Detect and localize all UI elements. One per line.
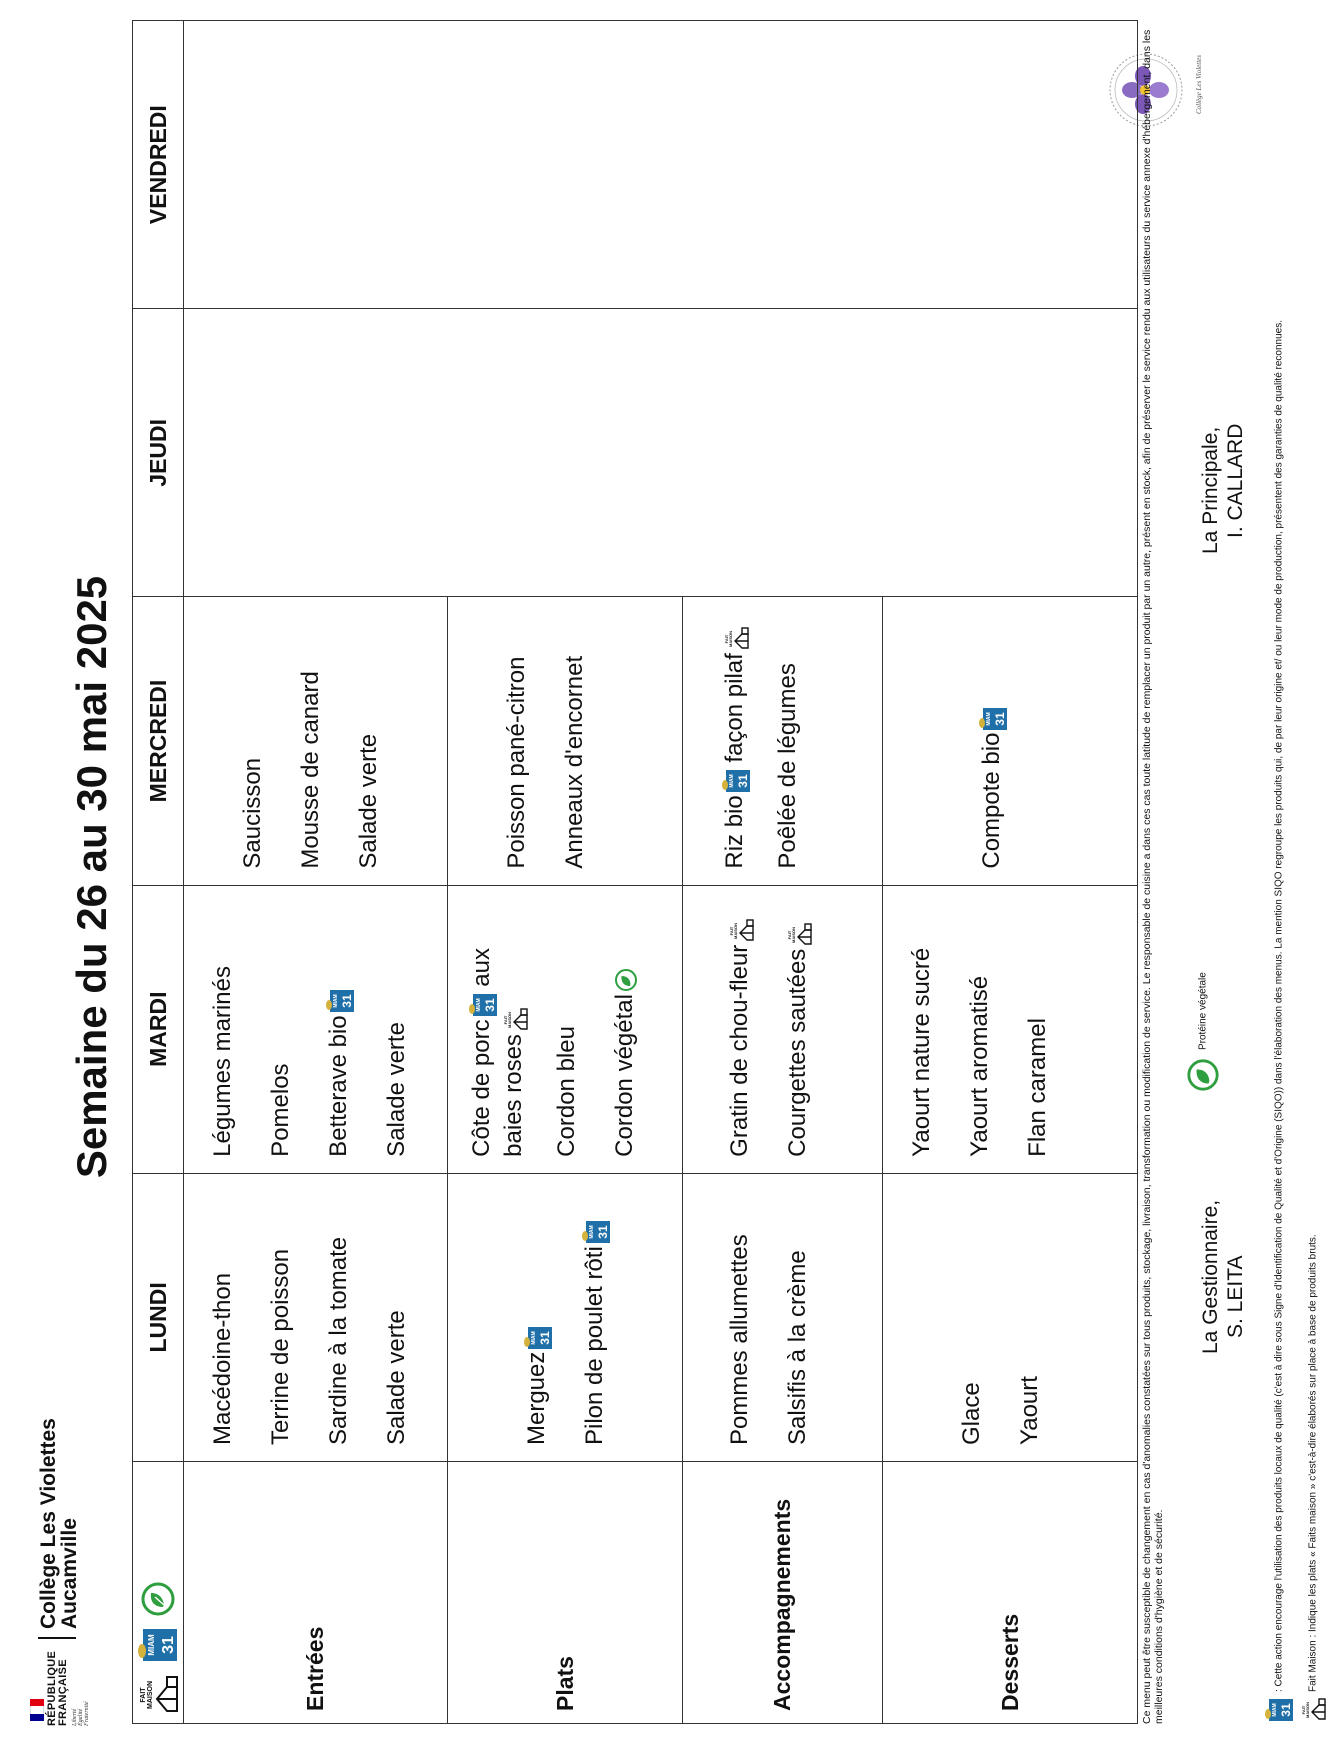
fait-maison-text-1: FAIT <box>140 1687 147 1703</box>
svg-text:MIAM: MIAM <box>332 994 339 1009</box>
menu-item <box>711 1188 769 1445</box>
page-title: Semaine du 26 au 30 mai 2025 <box>68 575 115 1179</box>
menu-item <box>310 900 368 1157</box>
svg-text:MIAM: MIAM <box>985 711 992 726</box>
cell-accompagnements-mardi <box>683 885 883 1173</box>
miam31-badge-icon <box>468 993 498 1017</box>
menu-item-text: Terrine de poisson <box>267 1248 294 1445</box>
menu-item-text: Salsifis à la crème <box>784 1250 811 1445</box>
cell-plats-lundi <box>448 1173 683 1461</box>
svg-text:MAISON: MAISON <box>1305 1702 1310 1718</box>
miam31-badge-icon <box>721 769 751 793</box>
menu-item-text: Cordon bleu <box>553 1026 580 1157</box>
disclaimer-text: Ce menu peut être susceptible de changement en cas d'anomalies constatées sur tous produits, stockage, livraison, transformation ou modification de service. Le responsable de cuisine a dans ces cas toute latitude de remplacer un produit par un autre, présent en stock, afin de préserver le service rendu aux utilisateurs du service annexe d'hébergement, dans les meilleures conditions d'hygiène et de sécurité. <box>1141 29 1165 1724</box>
menu-item <box>508 1188 566 1445</box>
menu-item-text: Légumes marinés <box>209 966 236 1157</box>
menu-item-text: Poêlée de légumes <box>774 663 801 869</box>
miam31-badge-icon <box>581 1220 611 1244</box>
menu-item-text: Yaourt aromatisé <box>966 975 993 1157</box>
menu-item-text: Riz bio <box>721 795 748 869</box>
menu-item-text: Macédoine-thon <box>209 1272 236 1445</box>
menu-item-text: Merguez <box>523 1351 550 1445</box>
svg-text:31: 31 <box>735 774 750 788</box>
miam31-badge-icon <box>325 989 355 1013</box>
vegetal-protein-badge-icon <box>1186 1058 1220 1092</box>
svg-text:31: 31 <box>482 998 497 1013</box>
category-label-accompagnements: Accompagnements <box>683 1462 883 1724</box>
row-entrees <box>184 21 448 1724</box>
menu-item-text: Pomelos <box>267 1063 294 1157</box>
miam31-legend-icon <box>137 1627 179 1663</box>
menu-item-text: Glace <box>958 1382 985 1445</box>
svg-text:MIAM: MIAM <box>530 1330 537 1345</box>
school-name: Collège Les Violettes <box>37 1418 60 1629</box>
menu-item <box>769 1188 827 1445</box>
svg-text:31: 31 <box>595 1225 610 1239</box>
day-header-mardi: MARDI <box>133 885 184 1173</box>
menu-item-text: Courgettes sautées <box>784 948 811 1157</box>
menu-item <box>596 900 654 1157</box>
svg-text:FAIT: FAIT <box>502 1015 508 1025</box>
footnote-vegetal-text: Protéine végétale <box>1197 972 1209 1050</box>
svg-text:31: 31 <box>537 1330 552 1345</box>
menu-item-text: Poisson pané-citron <box>503 656 530 869</box>
footnote-fait-maison-text: Fait Maison : Indique les plats « Faits maison » c'est-à-dire élaborés sur place à base de produits bruts. <box>1307 1234 1319 1692</box>
cell-plats-mardi <box>448 885 683 1173</box>
gestionnaire-title: La Gestionnaire, <box>1199 1199 1222 1354</box>
menu-item <box>368 1188 426 1445</box>
menu-item <box>224 611 282 868</box>
menu-item-text: Yaourt <box>1016 1376 1043 1445</box>
menu-item-text: Cordon végétal <box>611 994 638 1157</box>
svg-text:MAISON: MAISON <box>732 922 738 939</box>
menu-item-text-continued: aux baies roses <box>468 948 527 1157</box>
menu-item <box>711 900 769 1157</box>
day-header-vendredi: VENDREDI <box>133 21 184 309</box>
miam31-badge-icon <box>978 707 1008 731</box>
fait-maison-badge-icon <box>1300 1698 1326 1722</box>
menu-item <box>546 611 604 868</box>
menu-item <box>759 611 817 868</box>
footnote-fait-maison <box>1300 924 1326 1724</box>
cell-vendredi-empty <box>184 21 1138 309</box>
legend-cell <box>133 1462 184 1724</box>
menu-item <box>1001 1188 1059 1445</box>
menu-item <box>951 900 1009 1157</box>
cell-desserts-lundi <box>883 1173 1138 1461</box>
cell-accompagnements-lundi <box>683 1173 883 1461</box>
svg-text:MAISON: MAISON <box>727 631 733 648</box>
svg-text:31: 31 <box>1279 1703 1293 1717</box>
day-header-jeudi: JEUDI <box>133 309 184 597</box>
svg-text:MIAM: MIAM <box>1272 1703 1278 1717</box>
menu-item <box>488 611 546 868</box>
menu-item-text: Gratin de chou-fleur <box>726 944 753 1157</box>
category-label-entrees: Entrées <box>184 1462 448 1724</box>
menu-item <box>566 1188 624 1445</box>
vegetal-protein-badge-icon <box>614 968 638 992</box>
miam-legend-number: 31 <box>160 1636 177 1654</box>
principale-name: I. CALLARD <box>1224 423 1247 538</box>
menu-item <box>711 611 759 868</box>
menu-item-text-continued: façon pilaf <box>721 653 748 770</box>
signature-gestionnaire <box>1198 1200 1248 1354</box>
menu-item-text: Yaourt nature sucré <box>908 947 935 1157</box>
menu-item <box>310 1188 368 1445</box>
seal-caption: Collège Les Violettes <box>1195 55 1203 114</box>
menu-item <box>538 900 596 1157</box>
svg-text:MIAM: MIAM <box>728 774 735 788</box>
menu-item <box>340 611 398 868</box>
menu-item <box>943 1188 1001 1445</box>
vegetal-protein-legend-icon <box>140 1581 176 1617</box>
republique-motto: Liberté Égalité Fraternité <box>72 1701 90 1726</box>
svg-text:MAISON: MAISON <box>506 1012 512 1029</box>
cell-plats-mercredi <box>448 597 683 885</box>
menu-item <box>368 900 426 1157</box>
cell-entrees-mercredi <box>184 597 448 885</box>
menu-item-text: Salade verte <box>383 1310 410 1445</box>
miam31-badge-icon <box>1264 1698 1294 1722</box>
miam-legend-text: MIAM <box>147 1634 156 1656</box>
menu-item <box>194 900 252 1157</box>
svg-text:MIAM: MIAM <box>588 1225 595 1239</box>
fait-maison-badge-icon <box>502 1008 528 1032</box>
cell-entrees-mardi <box>184 885 448 1173</box>
table-header-row <box>133 21 184 1724</box>
menu-item <box>252 1188 310 1445</box>
menu-item <box>252 900 310 1157</box>
menu-item-text: Compote bio <box>978 732 1005 869</box>
menu-item <box>893 900 951 1157</box>
miam31-badge-icon <box>523 1326 553 1350</box>
signature-principale <box>1198 424 1248 554</box>
menu-item-text: Sardine à la tomate <box>325 1236 352 1445</box>
cell-entrees-lundi <box>184 1173 448 1461</box>
svg-text:FAIT: FAIT <box>1301 1705 1306 1715</box>
menu-item <box>1009 900 1067 1157</box>
menu-item-text: Betterave bio <box>325 1015 352 1157</box>
footnote-siqo <box>1264 84 1294 1724</box>
category-label-plats: Plats <box>448 1462 683 1724</box>
menu-item-text: Anneaux d'encornet <box>561 655 588 869</box>
svg-text:FAIT: FAIT <box>723 634 729 644</box>
cell-jeudi-empty <box>184 309 1138 597</box>
category-label-desserts: Desserts <box>883 1462 1138 1724</box>
fait-maison-badge-icon <box>728 919 754 943</box>
menu-item-text: Salade verte <box>355 733 382 869</box>
svg-text:31: 31 <box>992 711 1007 726</box>
principale-title: La Principale, <box>1199 426 1222 554</box>
fait-maison-badge-icon <box>786 923 812 947</box>
cell-desserts-mercredi <box>883 597 1138 885</box>
cell-desserts-mardi <box>883 885 1138 1173</box>
svg-text:MAISON: MAISON <box>790 926 796 943</box>
svg-text:FAIT: FAIT <box>728 926 734 936</box>
menu-item <box>458 900 538 1157</box>
footnote-vegetal <box>1186 972 1220 1094</box>
menu-item <box>282 611 340 868</box>
fait-maison-icon <box>137 1673 179 1717</box>
menu-item-text: Pilon de poulet rôti <box>581 1246 608 1445</box>
republique-francaise-label: RÉPUBLIQUE FRANÇAISE <box>46 1650 69 1726</box>
menu-item <box>194 1188 252 1445</box>
day-header-lundi: LUNDI <box>133 1173 184 1461</box>
menu-item-text: Pommes allumettes <box>726 1234 753 1445</box>
cell-accompagnements-mercredi <box>683 597 883 885</box>
menu-item-text: Côte de porc <box>468 1019 495 1157</box>
gestionnaire-name: S. LEITA <box>1224 1255 1247 1338</box>
menu-item-text: Saucisson <box>239 757 266 869</box>
footnote-siqo-text: : Cette action encourage l'utilisation des produits locaux de qualité (c'est à dire sous Signe d'Identification de Qualité et d'Origine (SIQO)) dans l'élaboration des menus. La mention SIQO regroupe les produits qui, de par leur origine et/ ou leur mode de production, présentent des garanties de qualité reconnues. <box>1273 319 1285 1692</box>
svg-text:FAIT: FAIT <box>786 930 792 940</box>
menu-item-text: Mousse de canard <box>297 671 324 869</box>
menu-item <box>769 900 827 1157</box>
svg-text:31: 31 <box>339 994 354 1009</box>
republique-flag-icon <box>30 1699 44 1721</box>
menu-table <box>132 20 1138 1724</box>
menu-item <box>963 611 1021 868</box>
menu-item-text: Flan caramel <box>1024 1018 1051 1157</box>
fait-maison-badge-icon <box>723 627 749 651</box>
menu-item-text: Salade verte <box>383 1022 410 1157</box>
school-city: Aucamville <box>58 1518 81 1629</box>
fait-maison-text-2: MAISON <box>147 1681 154 1709</box>
svg-text:MIAM: MIAM <box>475 998 482 1013</box>
day-header-mercredi: MERCREDI <box>133 597 184 885</box>
